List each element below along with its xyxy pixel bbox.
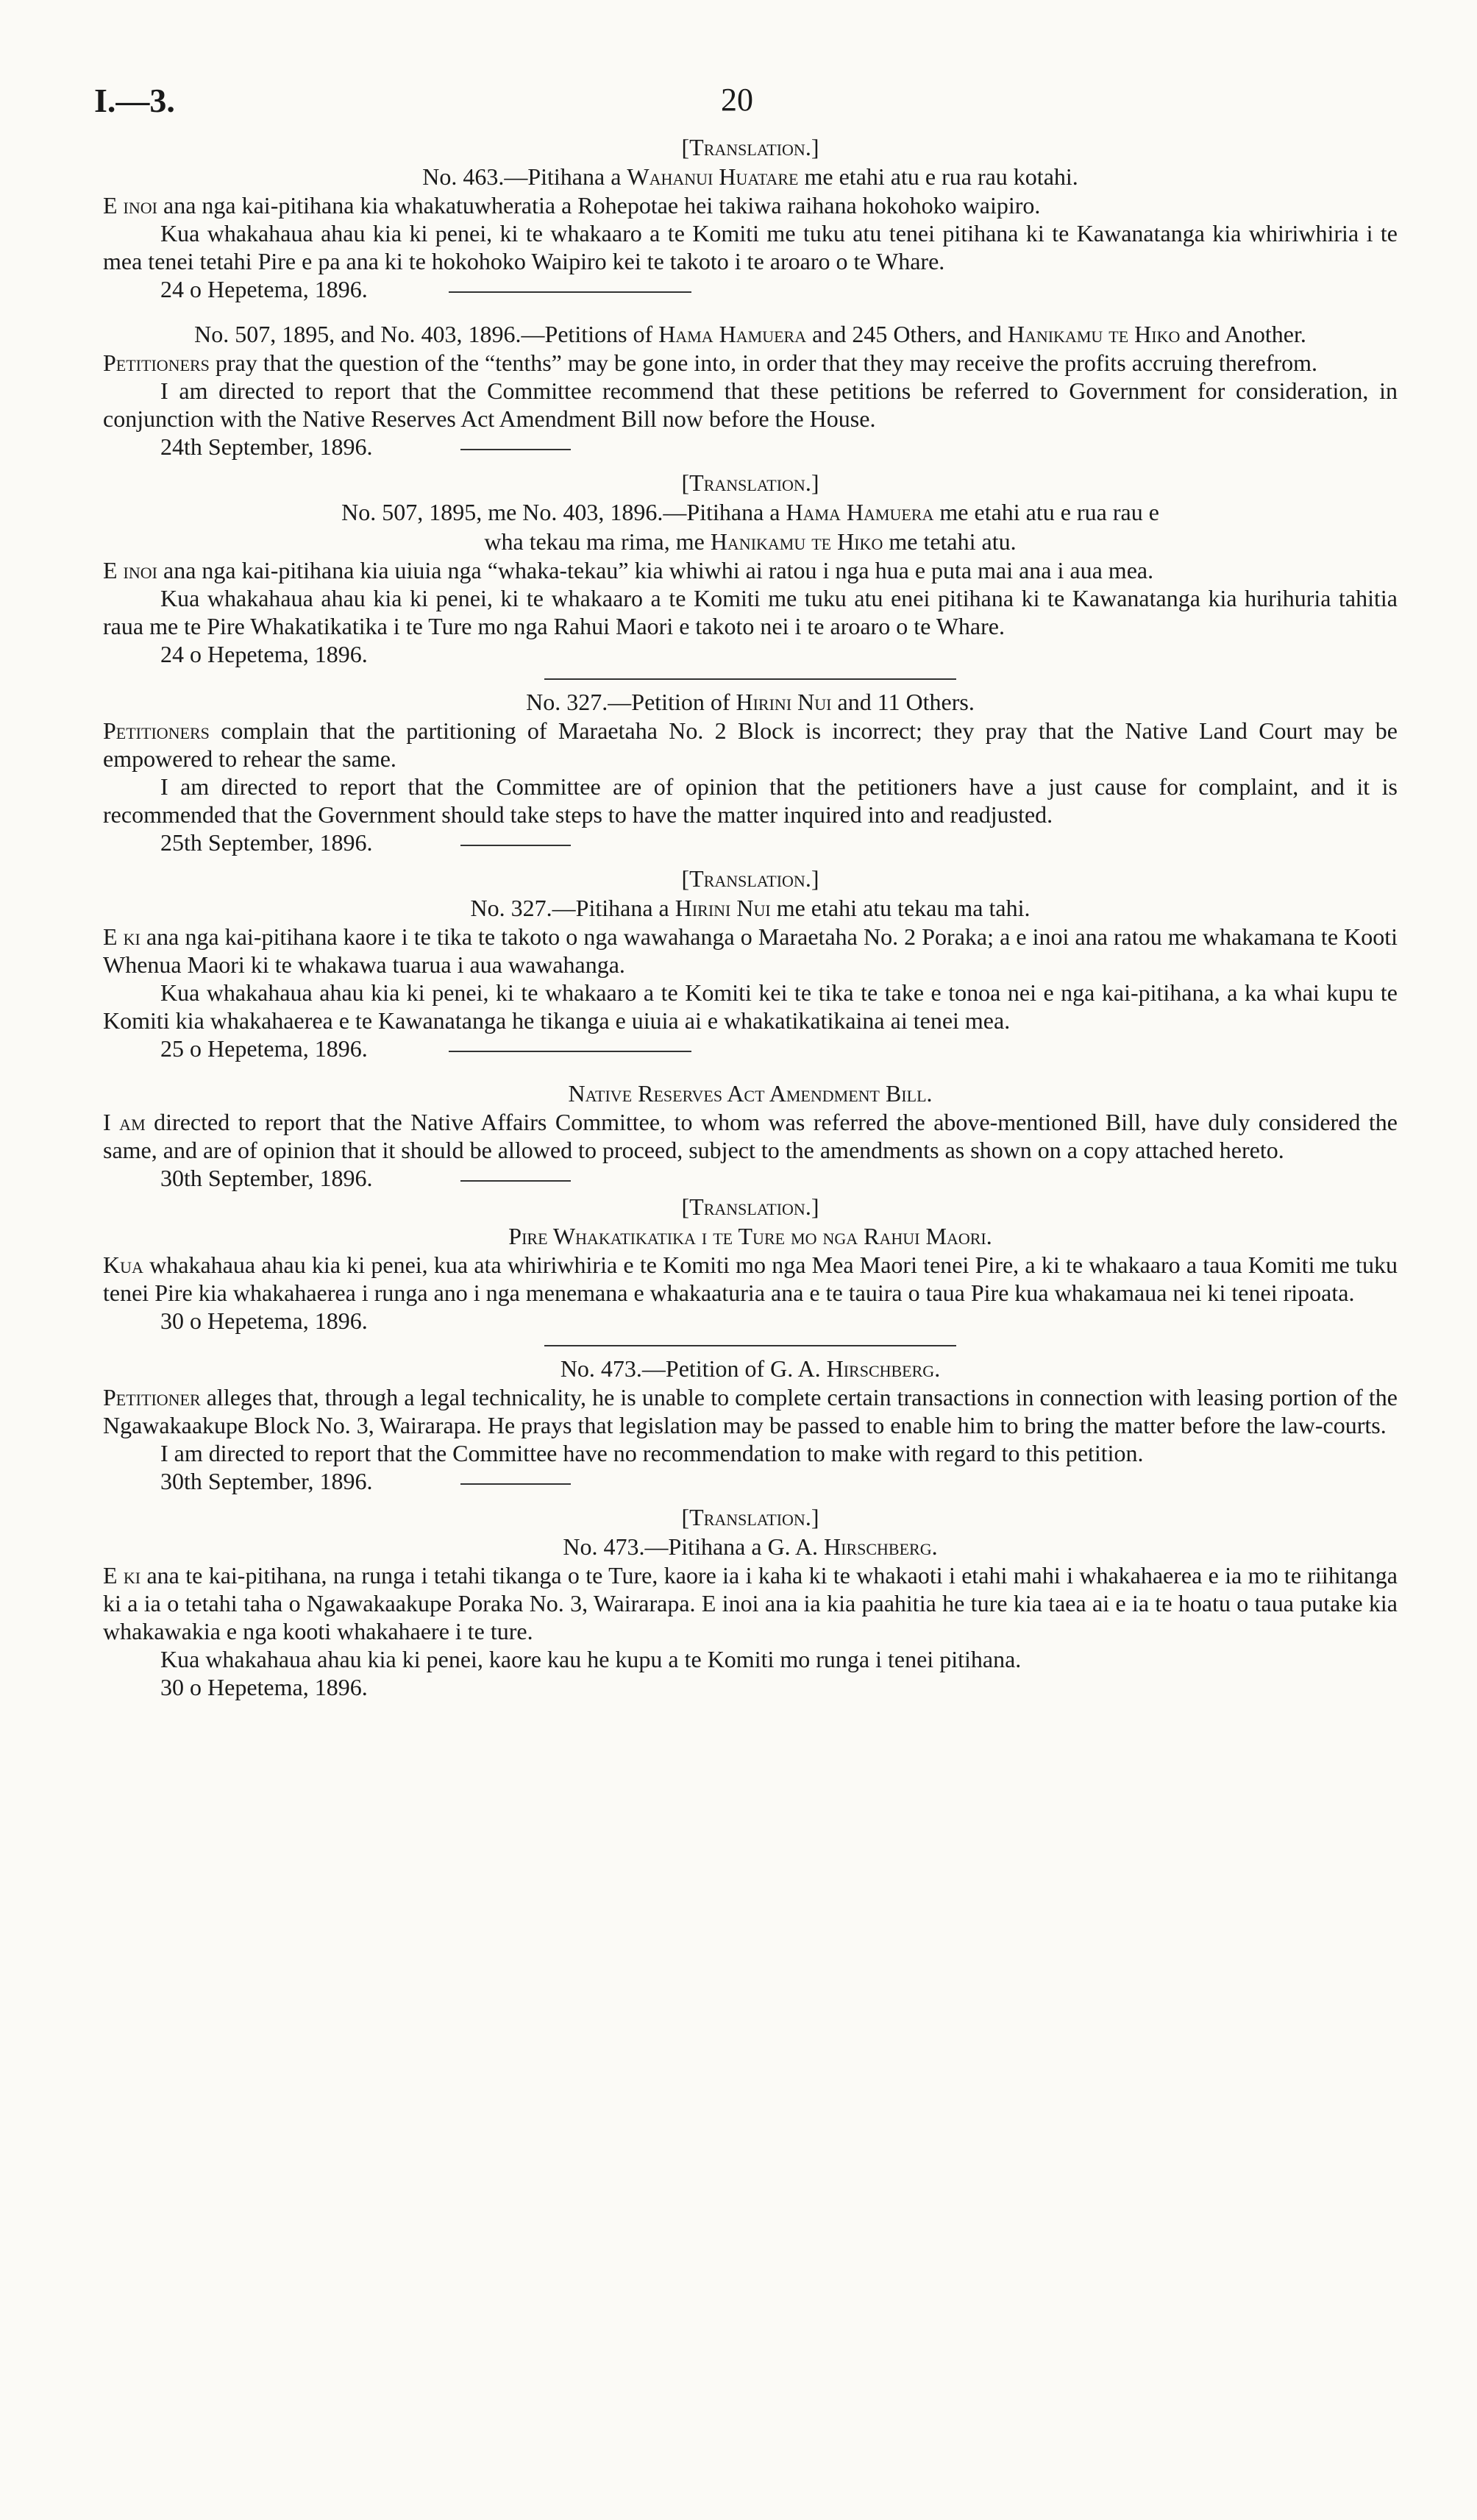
section-title: [103, 687, 1398, 717]
lead-words: E ki: [103, 923, 140, 950]
divider: [544, 1345, 956, 1346]
date-line: [160, 1164, 1398, 1192]
divider: [460, 449, 571, 450]
title-text: No. 507, 1895, me No. 403, 1896.—Pitihana a: [341, 499, 786, 525]
petitioner-name: Hirini Nui: [675, 895, 771, 921]
paragraph: Kua whakahaua ahau kia ki penei, kaore kau he kupu a te Komiti mo runga i tenei pitihana.: [160, 1646, 1022, 1672]
title-text: and 245 Others, and: [806, 321, 1008, 347]
petitioner-name: Hama Hamuera: [786, 499, 934, 525]
petitioner-name: G. A. Hirschberg: [767, 1533, 932, 1560]
translation-label: [Translation.]: [681, 469, 819, 496]
section-title: Pire Whakatikatika i te Ture mo nga Rahui Maori.: [508, 1223, 992, 1249]
section-native-reserves-bill: [103, 1079, 1398, 1192]
petitioner-name: Wahanui Huatare: [627, 163, 799, 190]
document-reference: I.—3.: [94, 82, 175, 119]
divider: [449, 1051, 691, 1052]
paragraph: [103, 349, 1398, 377]
translation-label: [Translation.]: [681, 865, 819, 892]
paragraph-text: ana nga kai-pitihana kaore i te tika te takoto o nga wawahanga o Maraetaha No. 2 Poraka; a e inoi ana ratou me whakamana te Kooti Whenua Maori ki te whakawa tuarua i aua wawahanga.: [103, 923, 1398, 978]
divider: [449, 291, 691, 293]
translation-label: [Translation.]: [681, 1504, 819, 1530]
paragraph-text: ana nga kai-pitihana kia uiuia nga “whaka-tekau” kia whiwhi ai ratou i nga hua e puta mai ana i aua mea.: [157, 557, 1154, 583]
petitioner-name: Hama Hamuera: [658, 321, 807, 347]
title-text: me tetahi atu.: [883, 528, 1017, 555]
section-507-translation: [103, 468, 1398, 680]
title-text: me etahi atu e rua rau kotahi.: [798, 163, 1078, 190]
section-507: [103, 319, 1398, 461]
title-text: and Another.: [1180, 321, 1306, 347]
lead-words: E inoi: [103, 557, 157, 583]
paragraph-text: alleges that, through a legal technicality, he is unable to complete certain transactions in connection with leasing portion of the Ngawakaakupe Block No. 3, Wairarapa. He prays that legislation may be passed to enable him to bring the matter before the law-courts.: [103, 1384, 1398, 1438]
title-text: No. 507, 1895, and No. 403, 1896.—Petitions of: [194, 321, 659, 347]
date-line: [160, 1467, 1398, 1495]
divider: [460, 1483, 571, 1485]
section-title: [103, 162, 1398, 191]
lead-words: Kua: [103, 1252, 143, 1278]
title-text: me etahi atu e rua rau e: [933, 499, 1159, 525]
divider: [544, 678, 956, 680]
paragraph: Kua whakahaua ahau kia ki penei, ki te whakaaro a te Komiti me tuku atu tenei pitihana ki te Kawanatanga kia whiriwhiria i te mea tenei tetahi Pire e pa ana ki te hokohoko Waipiro kei te takoto i te aroaro o te Whare.: [103, 220, 1398, 274]
title-text: wha tekau ma rima, me: [484, 528, 711, 555]
paragraph-text: ana nga kai-pitihana kia whakatuwheratia a Rohepotae hei takiwa raihana hokohoko waipiro.: [157, 192, 1041, 219]
section-473-translation: [103, 1502, 1398, 1701]
paragraph: I am directed to report that the Committee have no recommendation to make with regard to this petition.: [160, 1440, 1144, 1466]
paragraph: Kua whakahaua ahau kia ki penei, ki te whakaaro a te Komiti kei te tika te take e tonoa nei e nga kai-pitihana, a ka whai kupu te Komiti kia whakahaerea e te Kawanatanga he tikanga e uiuia ai e whakatikatikaina ai tenei mea.: [103, 979, 1398, 1034]
paragraph: [103, 717, 1398, 773]
date-line: [160, 433, 1398, 461]
lead-words: Petitioners: [103, 349, 210, 376]
date-text: 24th September, 1896.: [160, 433, 373, 460]
date-line: [160, 275, 1398, 303]
title-text: No. 327.—Pitihana a: [470, 895, 675, 921]
section-title: [103, 1354, 1398, 1383]
date-text: 30th September, 1896.: [160, 1468, 373, 1494]
paragraph-text: directed to report that the Native Affairs Committee, to whom was referred the above-mentioned Bill, have duly considered the same, and are of opinion that it should be allowed to proceed, subject to the amendments as shown on a copy attached hereto.: [103, 1109, 1398, 1163]
title-text: No. 327.—Petition of: [526, 689, 736, 715]
paragraph: [103, 1383, 1398, 1439]
paragraph: I am directed to report that the Committee recommend that these petitions be referred to Government for consideration, in conjunction with the Native Reserves Act Amendment Bill now before the House.: [103, 377, 1398, 432]
title-text: and 11 Others.: [831, 689, 975, 715]
paragraph: Kua whakahaua ahau kia ki penei, ki te whakaaro a te Komiti me tuku atu enei pitihana ki te Kawanatanga kia hurihuria tahitia raua me te Pire Whakatikatika i te Ture mo nga Rahui Maori e takoto nei i te aroaro o te Whare.: [103, 585, 1398, 639]
translation-label: [Translation.]: [681, 1193, 819, 1220]
paragraph: [103, 1108, 1398, 1164]
lead-words: Petitioner: [103, 1384, 201, 1410]
paragraph-text: complain that the partitioning of Maraetaha No. 2 Block is incorrect; they pray that the Native Land Court may be empowered to rehear the same.: [103, 717, 1398, 772]
date-line: 30 o Hepetema, 1896.: [160, 1307, 368, 1334]
lead-words: E inoi: [103, 192, 157, 219]
lead-words: Petitioners: [103, 717, 210, 744]
section-title: [103, 1532, 1398, 1561]
date-text: 30th September, 1896.: [160, 1165, 373, 1191]
paragraph: [103, 923, 1398, 979]
divider: [460, 845, 571, 846]
section-title: [103, 893, 1398, 923]
date-line: [160, 828, 1398, 856]
section-327-translation: [103, 864, 1398, 1062]
paragraph: [103, 556, 1398, 584]
paragraph: [103, 191, 1398, 219]
title-text: No. 473.—Petition of: [560, 1355, 771, 1382]
page-header: [94, 66, 1398, 132]
paragraph-text: ana te kai-pitihana, na runga i tetahi tikanga o te Ture, kaore ia i kaha ki te whakaoti i etahi mahi i whakahaerea e ia mo te riihitanga ki a ia o tetahi taha o Ngawakaakupe Poraka No. 3, Wairarapa. E inoi ana ia kia paahitia he ture kia taea ai e ia te hoatu o taua putake kia whakawakia e nga kooti whakahaere i te ture.: [103, 1562, 1398, 1644]
petitioner-name: Hanikamu te Hiko: [710, 528, 883, 555]
paragraph: [103, 1251, 1398, 1307]
section-title: [103, 497, 1398, 556]
page-number: 20: [721, 82, 753, 118]
section-title: [103, 319, 1398, 349]
date-text: 24 o Hepetema, 1896.: [160, 276, 368, 302]
title-text: No. 473.—Pitihana a: [563, 1533, 768, 1560]
document-page: [94, 66, 1398, 1701]
title-text: .: [934, 1355, 941, 1382]
title-text: me etahi atu tekau ma tahi.: [770, 895, 1031, 921]
petitioner-name: G. A. Hirschberg: [770, 1355, 935, 1382]
paragraph-text: whakahaua ahau kia ki penei, kua ata whiriwhiria e te Komiti mo nga Mea Maori tenei Pire, a ki te whakaaro a taua Komiti me tuku tenei Pire kia whakahaerea i runga ano i nga menemana e whakaaturia ana e te tauira o taua Pire kua whakamaua nei ki tenei ripoata.: [103, 1252, 1398, 1306]
petitioner-name: Hanikamu te Hiko: [1007, 321, 1181, 347]
divider: [460, 1180, 571, 1182]
paragraph: I am directed to report that the Committee are of opinion that the petitioners have a just cause for complaint, and it is recommended that the Government should take steps to have the matter inquired into and readjusted.: [103, 773, 1398, 828]
lead-words: E ki: [103, 1562, 141, 1589]
section-title: Native Reserves Act Amendment Bill.: [568, 1080, 933, 1107]
date-text: 25th September, 1896.: [160, 829, 373, 856]
petitioner-name: Hirini Nui: [736, 689, 832, 715]
title-text: .: [931, 1533, 938, 1560]
date-line: [160, 1034, 1398, 1062]
title-text: No. 463.—Pitihana a: [422, 163, 627, 190]
section-native-reserves-bill-translation: [103, 1192, 1398, 1346]
section-463-translation: [103, 132, 1398, 303]
translation-label: [Translation.]: [681, 134, 819, 160]
date-text: 25 o Hepetema, 1896.: [160, 1035, 368, 1062]
date-line: 24 o Hepetema, 1896.: [160, 641, 368, 667]
paragraph: [103, 1561, 1398, 1645]
section-327: [103, 687, 1398, 856]
lead-words: I am: [103, 1109, 146, 1135]
paragraph-text: pray that the question of the “tenths” may be gone into, in order that they may receive the profits accruing therefrom.: [209, 349, 1318, 376]
section-473: [103, 1354, 1398, 1495]
date-line: 30 o Hepetema, 1896.: [160, 1674, 368, 1700]
